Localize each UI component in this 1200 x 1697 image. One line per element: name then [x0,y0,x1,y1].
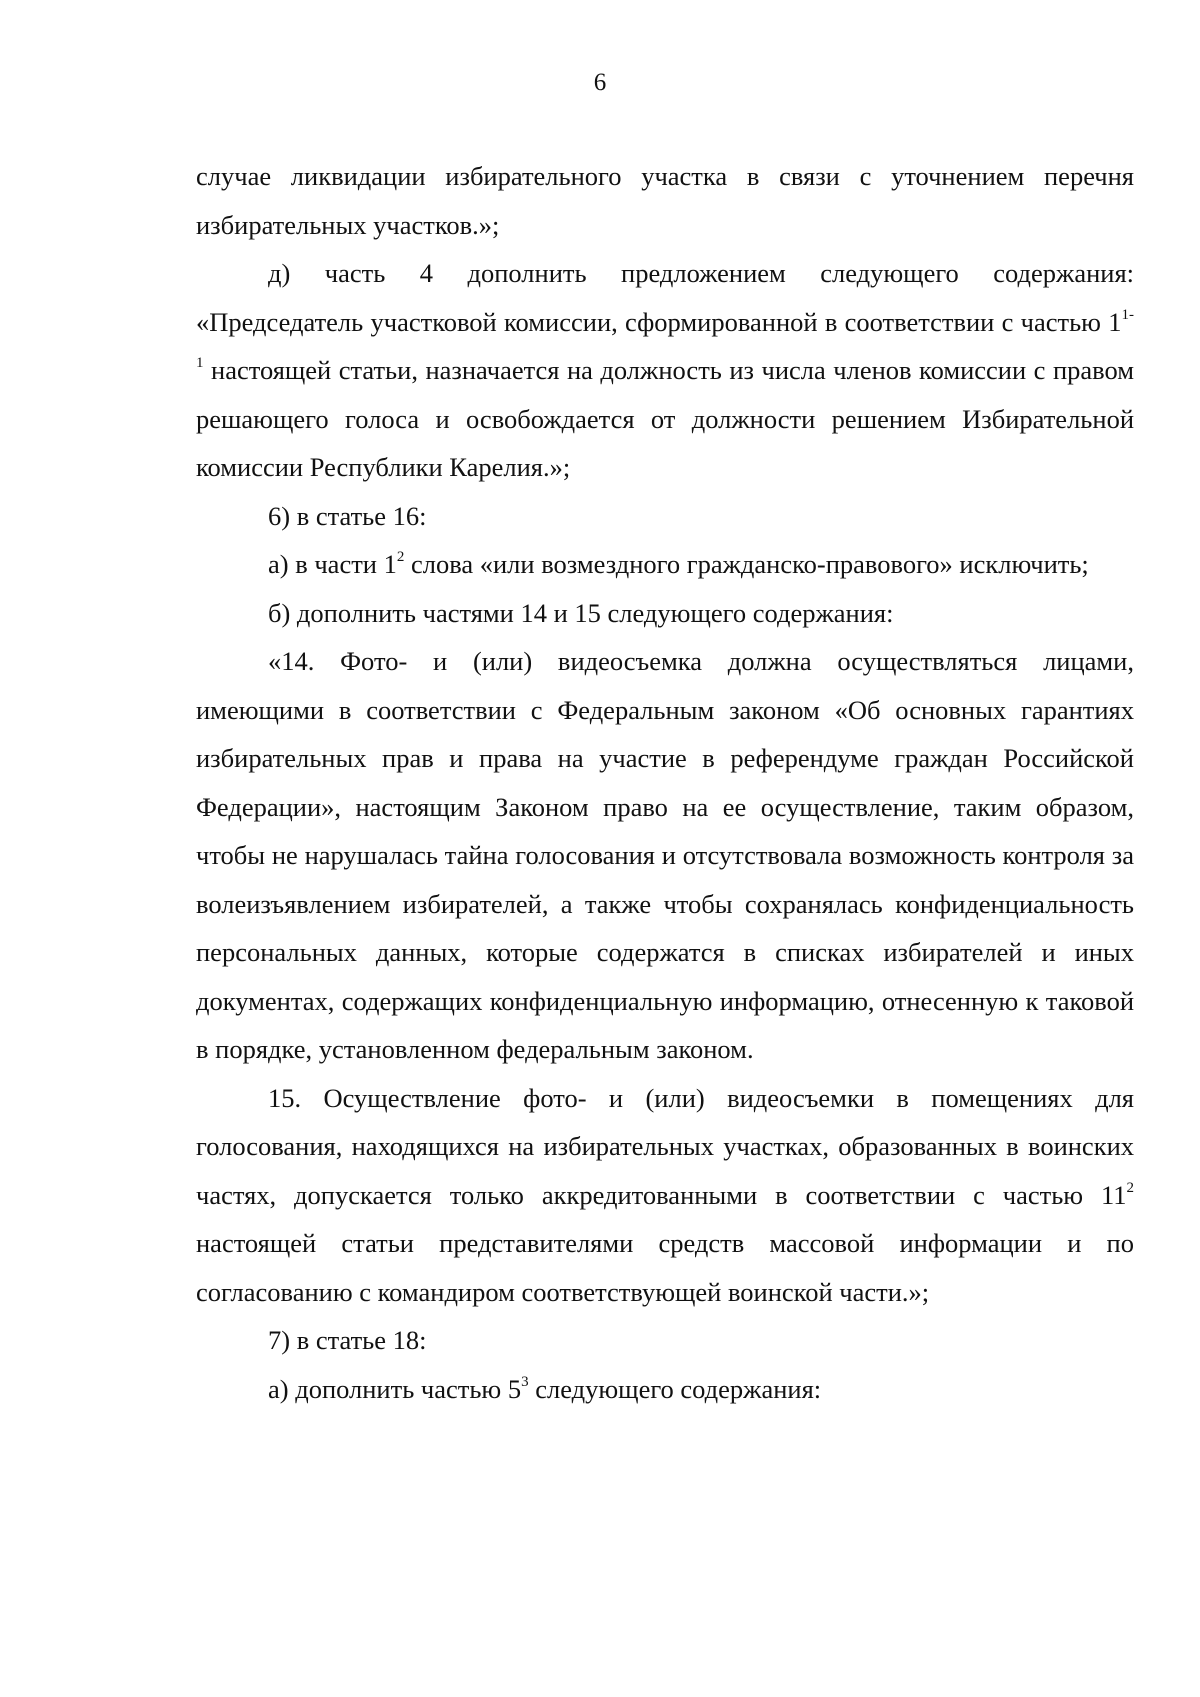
paragraph-text: 15. Осуществление фото- и (или) видеосъемки в помещениях для голосования, находящихся на избирательных участках, образованных в воинских частях, допускается только аккредитованными в соответствии с частью 11 [196,1082,1134,1210]
paragraph-item-a [196,540,1134,589]
superscript: 1-1 [196,306,1134,371]
paragraph-item-b: б) дополнить частями 14 и 15 следующего содержания: [268,597,894,628]
paragraph-item-d [196,249,1134,492]
paragraph-text: д) часть 4 дополнить предложением следующего содержания: «Председатель участковой комиссии, сформированной в соответствии с частью 1 [196,258,1134,337]
superscript: 3 [521,1373,529,1390]
paragraph-continuation: случае ликвидации избирательного участка в связи с уточнением перечня избирательных участков.»; [196,161,1134,240]
document-body [196,152,1134,1413]
superscript: 2 [1126,1179,1134,1196]
paragraph-text: а) дополнить частью 5 [268,1373,522,1404]
page-number: 6 [593,69,607,96]
superscript: 2 [396,549,405,565]
paragraph-text: следующего содержания: [528,1373,822,1404]
paragraph-part-15 [196,1074,1134,1317]
paragraph-text: а) в части 1 [268,549,397,579]
paragraph-part-14: «14. Фото- и (или) видеосъемка должна осуществляться лицами, имеющими в соответствии с Федеральным законом «Об основных гарантиях избирательных прав и права на участие в референдуме граждан Российской Федерации», настоящим Законом право на ее осуществление, таким образом, чтобы не нарушалась тайна голосования и отсутствовала возможность контроля за волеизъявлением избирателей, а также чтобы сохранялась конфиденциальность персональных данных, которые содержатся в списках избирателей и иных документах, содержащих конфиденциальную информацию, отнесенную к таковой в порядке, установленном федеральным законом. [196,646,1134,1064]
paragraph-item-7: 7) в статье 18: [268,1325,427,1355]
paragraph-text: настоящей статьи, назначается на должность из числа членов комиссии с правом решающего голоса и освобождается от должности решением Избирательной комиссии Республики Карелия.»; [196,355,1134,482]
paragraph-text: слова «или возмездного гражданско-правового» исключить; [404,549,1089,579]
paragraph-item-a-article-18 [196,1365,1134,1414]
paragraph-text: настоящей статьи представителями средств массовой информации и по согласованию с командиром соответствующей воинской части.»; [196,1228,1134,1307]
paragraph-item-6: 6) в статье 16: [268,500,427,531]
